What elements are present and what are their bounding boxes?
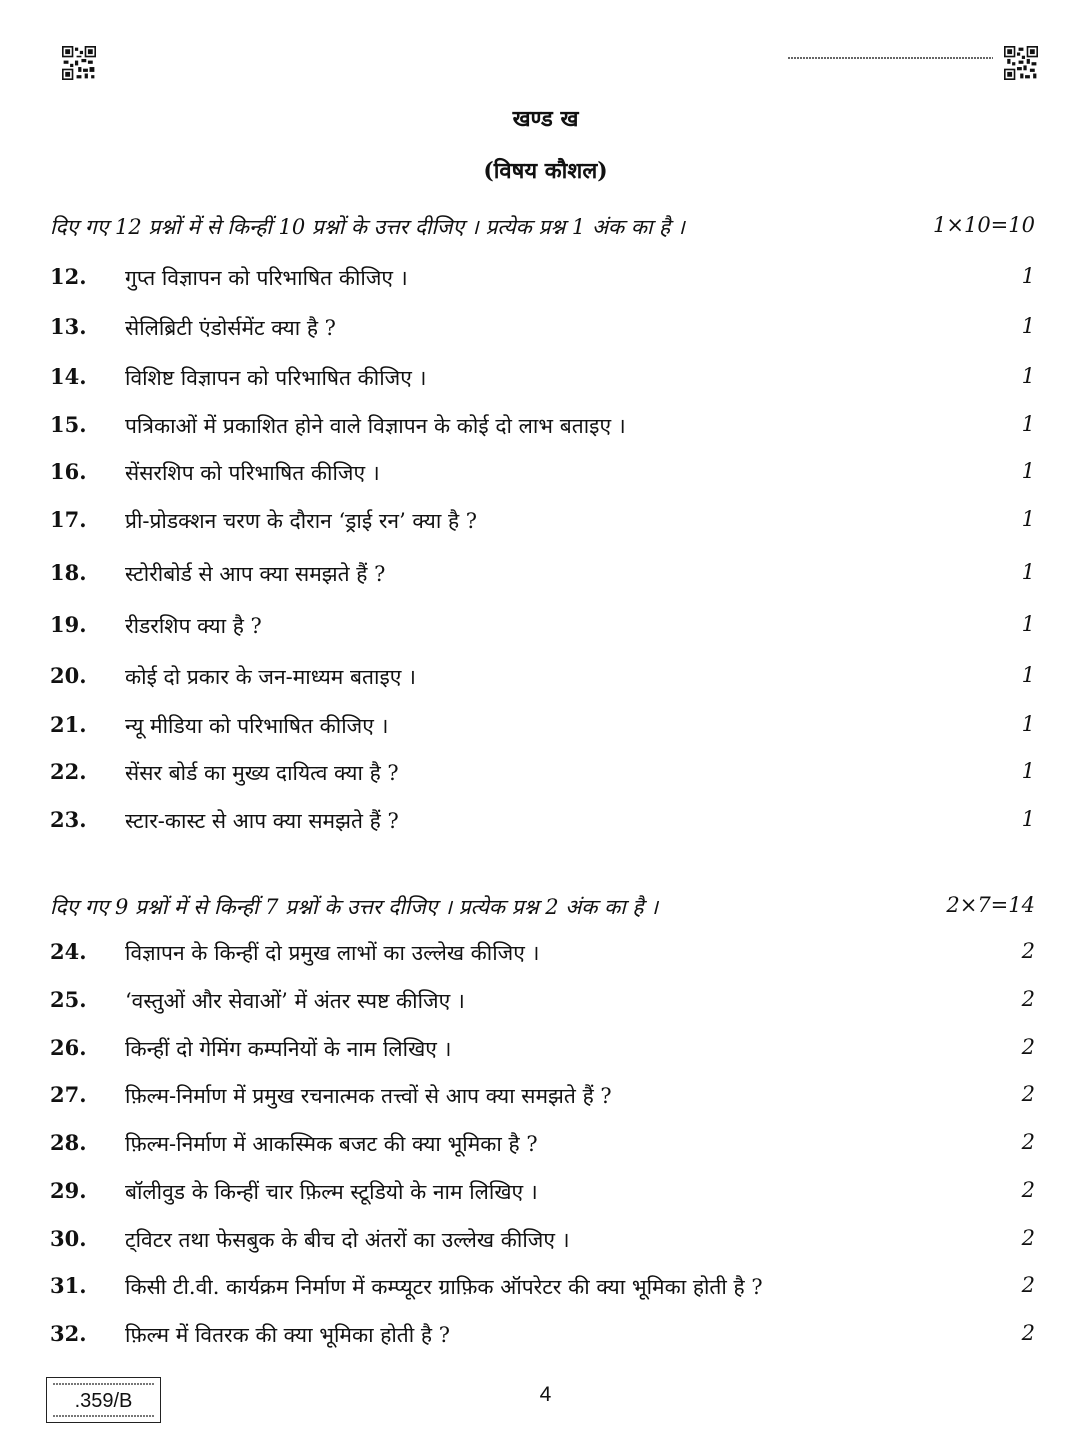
question-number: 23. <box>50 807 87 832</box>
question-marks: 1 <box>1021 459 1035 483</box>
question-number: 29. <box>50 1178 87 1203</box>
group1-instruction: दिए गए 12 प्रश्नों में से किन्हीं 10 प्रश्नों के उत्तर दीजिए । प्रत्येक प्रश्न 1 अंक का है । <box>50 215 685 239</box>
question-number: 19. <box>50 612 87 637</box>
question-number: 27. <box>50 1082 87 1107</box>
question-number: 18. <box>50 560 87 585</box>
question-marks: 1 <box>1021 759 1035 783</box>
group2-marks: 2×7=14 <box>946 893 1035 917</box>
question-text: प्री-प्रोडक्शन चरण के दौरान ‘ड्राई रन’ क्या है ? <box>125 509 478 533</box>
question-text: सेंसर बोर्ड का मुख्य दायित्व क्या है ? <box>125 761 399 785</box>
question-row <box>50 1226 1035 1258</box>
question-number: 31. <box>50 1273 87 1298</box>
paper-code: .359/B <box>74 1390 133 1412</box>
question-text: पत्रिकाओं में प्रकाशित होने वाले विज्ञापन के कोई दो लाभ बताइए । <box>125 414 626 438</box>
question-marks: 1 <box>1021 507 1035 531</box>
question-row <box>50 560 1035 592</box>
question-row <box>50 712 1035 744</box>
question-marks: 1 <box>1021 412 1035 436</box>
section-subtitle: (विषय कौशल) <box>483 158 608 184</box>
question-text: फ़िल्म-निर्माण में आकस्मिक बजट की क्या भूमिका है ? <box>125 1132 538 1156</box>
question-row <box>50 459 1035 491</box>
question-text: सेलिब्रिटी एंडोर्समेंट क्या है ? <box>125 316 336 340</box>
question-text: ट्विटर तथा फेसबुक के बीच दो अंतरों का उल्लेख कीजिए । <box>125 1228 570 1252</box>
question-number: 30. <box>50 1226 87 1251</box>
question-number: 12. <box>50 264 87 289</box>
question-row <box>50 1130 1035 1162</box>
question-row <box>50 663 1035 695</box>
question-row <box>50 1082 1035 1114</box>
group2-instruction: दिए गए 9 प्रश्नों में से किन्हीं 7 प्रश्नों के उत्तर दीजिए । प्रत्येक प्रश्न 2 अंक का है । <box>50 895 659 919</box>
question-marks: 2 <box>1021 1035 1035 1059</box>
question-marks: 1 <box>1021 807 1035 831</box>
question-number: 26. <box>50 1035 87 1060</box>
question-row <box>50 412 1035 444</box>
micro-text-strip <box>788 57 993 59</box>
question-marks: 1 <box>1021 560 1035 584</box>
question-number: 25. <box>50 987 87 1012</box>
page-number: 4 <box>539 1383 552 1406</box>
question-row <box>50 612 1035 644</box>
question-text: स्टोरीबोर्ड से आप क्या समझते हैं ? <box>125 562 386 586</box>
question-text: ‘वस्तुओं और सेवाओं’ में अंतर स्पष्ट कीजिए । <box>125 989 465 1013</box>
question-number: 22. <box>50 759 87 784</box>
question-marks: 2 <box>1021 1321 1035 1345</box>
question-text: गुप्त विज्ञापन को परिभाषित कीजिए । <box>125 266 408 290</box>
question-number: 15. <box>50 412 87 437</box>
question-text: सेंसरशिप को परिभाषित कीजिए । <box>125 461 380 485</box>
question-text: किसी टी.वी. कार्यक्रम निर्माण में कम्प्यूटर ग्राफ़िक ऑपरेटर की क्या भूमिका होती है ? <box>125 1275 763 1299</box>
question-row <box>50 364 1035 396</box>
qr-code-icon <box>62 46 96 80</box>
question-number: 28. <box>50 1130 87 1155</box>
qr-code-icon <box>1004 46 1038 80</box>
question-text: कोई दो प्रकार के जन-माध्यम बताइए । <box>125 665 416 689</box>
question-text: विज्ञापन के किन्हीं दो प्रमुख लाभों का उल्लेख कीजिए । <box>125 941 540 965</box>
question-text: स्टार-कास्ट से आप क्या समझते हैं ? <box>125 809 399 833</box>
question-row <box>50 1035 1035 1067</box>
question-number: 14. <box>50 364 87 389</box>
question-text: न्यू मीडिया को परिभाषित कीजिए । <box>125 714 389 738</box>
question-marks: 1 <box>1021 364 1035 388</box>
question-row <box>50 759 1035 791</box>
question-marks: 2 <box>1021 1226 1035 1250</box>
question-text: बॉलीवुड के किन्हीं चार फ़िल्म स्टूडियो के नाम लिखिए । <box>125 1180 538 1204</box>
question-text: फ़िल्म-निर्माण में प्रमुख रचनात्मक तत्त्वों से आप क्या समझते हैं ? <box>125 1084 612 1108</box>
question-text: फ़िल्म में वितरक की क्या भूमिका होती है ? <box>125 1323 450 1347</box>
question-marks: 2 <box>1021 939 1035 963</box>
micro-text-strip <box>53 1415 154 1417</box>
question-row <box>50 807 1035 839</box>
question-number: 20. <box>50 663 87 688</box>
question-marks: 2 <box>1021 1273 1035 1297</box>
question-marks: 2 <box>1021 1130 1035 1154</box>
question-number: 17. <box>50 507 87 532</box>
question-row <box>50 939 1035 971</box>
question-marks: 1 <box>1021 612 1035 636</box>
question-number: 13. <box>50 314 87 339</box>
question-text: रीडरशिप क्या है ? <box>125 614 262 638</box>
group1-marks: 1×10=10 <box>933 213 1035 237</box>
question-marks: 2 <box>1021 1082 1035 1106</box>
question-marks: 1 <box>1021 663 1035 687</box>
question-text: विशिष्ट विज्ञापन को परिभाषित कीजिए । <box>125 366 427 390</box>
question-number: 21. <box>50 712 87 737</box>
question-row <box>50 987 1035 1019</box>
question-marks: 1 <box>1021 314 1035 338</box>
question-marks: 2 <box>1021 987 1035 1011</box>
question-marks: 1 <box>1021 264 1035 288</box>
question-row <box>50 314 1035 346</box>
section-title: खण्ड ख <box>512 106 579 132</box>
question-row <box>50 507 1035 539</box>
question-marks: 2 <box>1021 1178 1035 1202</box>
question-row <box>50 264 1035 296</box>
question-row <box>50 1273 1035 1305</box>
question-number: 24. <box>50 939 87 964</box>
question-row <box>50 1321 1035 1353</box>
question-marks: 1 <box>1021 712 1035 736</box>
question-text: किन्हीं दो गेमिंग कम्पनियों के नाम लिखिए । <box>125 1037 452 1061</box>
question-row <box>50 1178 1035 1210</box>
question-number: 16. <box>50 459 87 484</box>
question-number: 32. <box>50 1321 87 1346</box>
